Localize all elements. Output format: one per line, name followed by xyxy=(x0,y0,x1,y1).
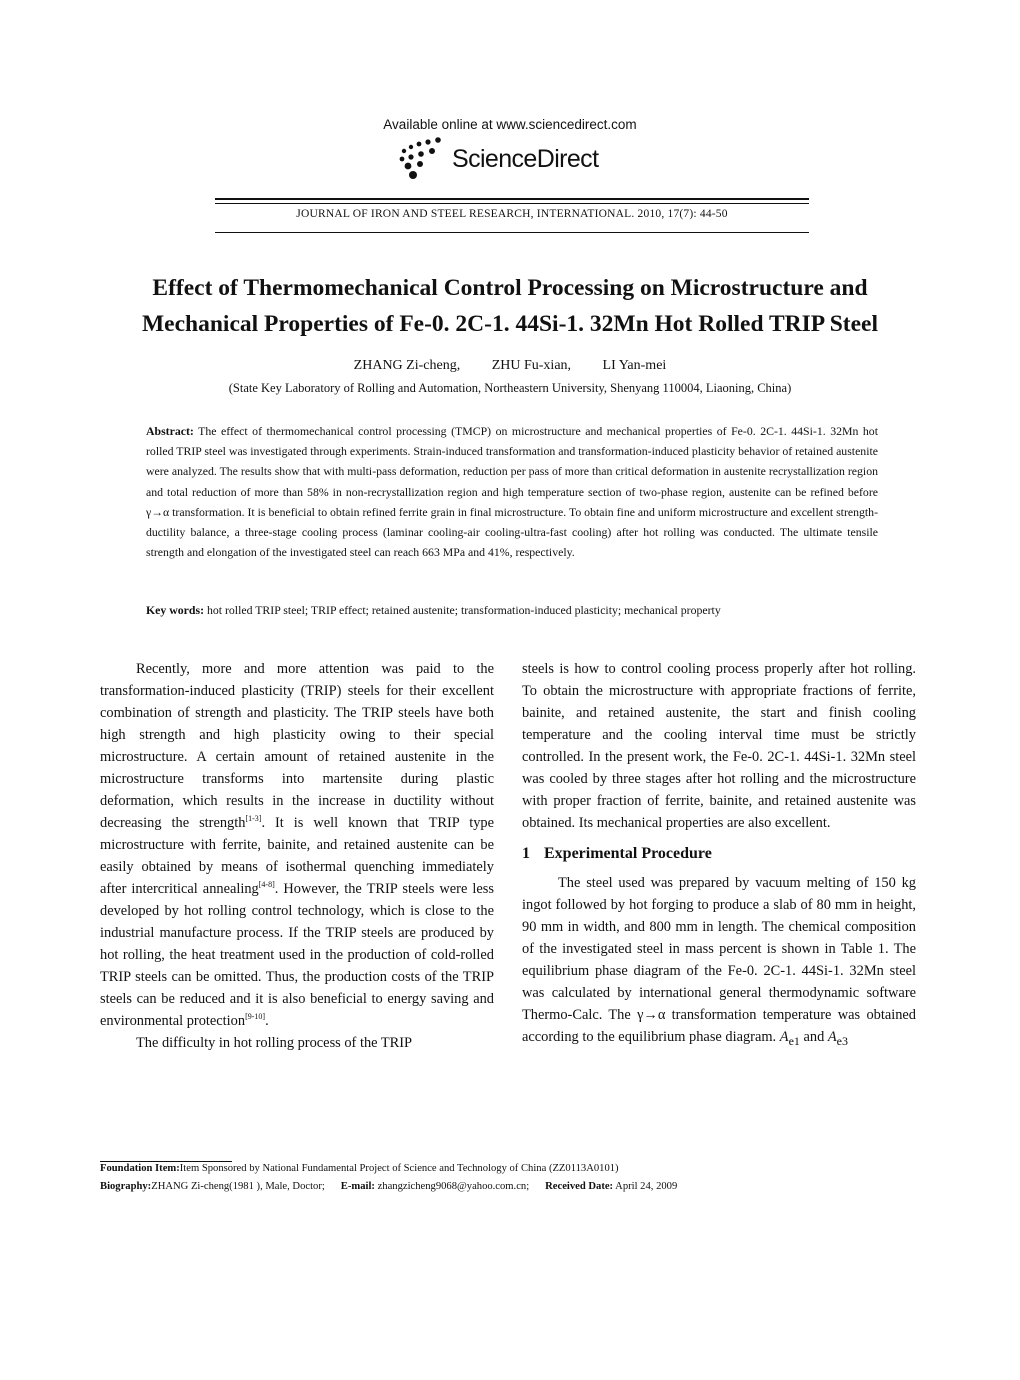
sciencedirect-dots-icon xyxy=(394,135,450,181)
title-line-1: Effect of Thermomechanical Control Processing on Microstructure and xyxy=(152,275,868,301)
citation-4-8: [4-8] xyxy=(258,880,275,890)
footnote-rule xyxy=(100,1161,232,1162)
body-column-right xyxy=(522,658,916,1052)
keywords-text: hot rolled TRIP steel; TRIP effect; retained austenite; transformation-induced plasticity; mechanical property xyxy=(206,603,721,617)
section-number: 1 xyxy=(522,845,530,862)
experimental-paragraph-1: The steel used was prepared by vacuum melting of 150 kg ingot followed by hot forging to produce a slab of 80 mm in height, 90 mm in width, and 800 mm in length. The chemical composition of the investigated steel in mass percent is shown in Table 1. The equilibrium phase diagram of the Fe-0. 2C-1. 44Si-1. 32Mn steel was calculated by international general thermodynamic software Thermo-Calc. The γ→α transformation temperature was obtained according to the equilibrium phase diagram. $A_{e1}$ and $A_{e3}$ xyxy=(522,875,916,1048)
citation-1-3: [1-3] xyxy=(245,814,262,824)
biography-footnote xyxy=(100,1181,920,1192)
header-rule-top-thin xyxy=(215,203,809,204)
sciencedirect-wordmark: ScienceDirect xyxy=(452,145,599,173)
author-2: ZHU Fu-xian, xyxy=(491,358,572,373)
keywords-label: Key words: xyxy=(146,603,204,617)
abstract-label: Abstract: xyxy=(146,424,194,438)
biography-label: Biography: xyxy=(100,1181,152,1192)
author-1: ZHANG Zi-cheng, xyxy=(353,358,461,373)
section-title: Experimental Procedure xyxy=(544,845,712,862)
received-date: April 24, 2009 xyxy=(615,1181,678,1192)
header-rule-top xyxy=(215,198,809,200)
intro-paragraph-2-cont: steels is how to control cooling process properly after hot rolling. To obtain the microstructure with appropriate fractions of ferrite, bainite, and retained austenite, the start and finish cooling temperature and the cooling interval time must be strictly controlled. In the present work, the Fe-0. 2C-1. 44Si-1. 32Mn steel was cooled by three stages after hot rolling and the microstructure with proper fraction of ferrite, bainite, and retained austenite was obtained. Its mechanical properties are also excellent. xyxy=(522,661,916,831)
journal-citation: JOURNAL OF IRON AND STEEL RESEARCH, INTERNATIONAL. 2010, 17(7): 44-50 xyxy=(296,208,728,220)
header-rule-bottom xyxy=(215,232,809,233)
citation-9-10: [9-10] xyxy=(245,1012,266,1022)
affiliation: (State Key Laboratory of Rolling and Automation, Northeastern University, Shenyang 110004, Liaoning, China) xyxy=(228,381,792,395)
sciencedirect-logo xyxy=(394,135,634,183)
intro-paragraph-1: Recently, more and more attention was paid to the transformation-induced plasticity (TRIP) steels for their excellent combination of strength and plasticity. The TRIP steels have both high strength and high plasticity owing to their special microstructure. A certain amount of retained austenite in the microstructure transforms into martensite during plastic deformation, which results in the increase in ductility without decreasing the strength[1-3]. It is well known that TRIP type microstructure with ferrite, bainite, and retained austenite can be easily obtained by means of isothermal quenching immediately after intercritical annealing[4-8]. However, the TRIP steels were less developed by hot rolling control technology, which is close to the industrial manufacture process. If the TRIP steels are produced by hot rolling, the heat treatment used in the production of cold-rolled TRIP steels can be omitted. Thus, the production costs of the TRIP steels can be reduced and it is also beneficial to energy saving and environmental protection[9-10]. xyxy=(100,661,494,1029)
author-3: LI Yan-mei xyxy=(602,358,667,373)
foundation-footnote xyxy=(100,1163,920,1174)
body-column-left xyxy=(100,658,494,1054)
abstract xyxy=(146,421,878,562)
section-heading-experimental xyxy=(522,842,916,866)
article-title xyxy=(60,270,960,342)
received-label: Received Date: xyxy=(545,1181,614,1192)
biography-text: ZHANG Zi-cheng(1981 ), Male, Doctor; xyxy=(151,1181,325,1192)
title-line-2: Mechanical Properties of Fe-0. 2C-1. 44Si-1. 32Mn Hot Rolled TRIP Steel xyxy=(141,311,879,337)
intro-paragraph-2-start: The difficulty in hot rolling process of the TRIP xyxy=(136,1035,413,1051)
foundation-label: Foundation Item: xyxy=(100,1163,180,1174)
email-text: zhangzicheng9068@yahoo.com.cn; xyxy=(377,1181,530,1192)
available-online-text: Available online at www.sciencedirect.com xyxy=(383,117,637,132)
author-list xyxy=(0,358,1020,374)
email-label: E-mail: xyxy=(340,1181,375,1192)
foundation-text: Item Sponsored by National Fundamental Project of Science and Technology of China (ZZ0113A0101) xyxy=(179,1163,619,1174)
abstract-text: The effect of thermomechanical control processing (TMCP) on microstructure and mechanical properties of Fe-0. 2C-1. 44Si-1. 32Mn hot rolled TRIP steel was investigated through experiments. Strain-induced transformation and transformation-induced plasticity behavior of retained austenite were analyzed. The results show that with multi-pass deformation, reduction per pass of more than critical deformation in austenite recrystallization region and total reduction of more than 58% in non-recrystallization region and high temperature section of two-phase region, austenite can be refined before γ→α transformation. It is beneficial to obtain refined ferrite grain in final microstructure. To obtain fine and uniform microstructure and excellent strength-ductility balance, a three-stage cooling process (laminar cooling-air cooling-ultra-fast cooling) after hot rolling was conducted. The ultimate tensile strength and elongation of the investigated steel can reach 663 MPa and 41%, respectively. xyxy=(146,424,879,560)
keywords xyxy=(146,600,878,620)
